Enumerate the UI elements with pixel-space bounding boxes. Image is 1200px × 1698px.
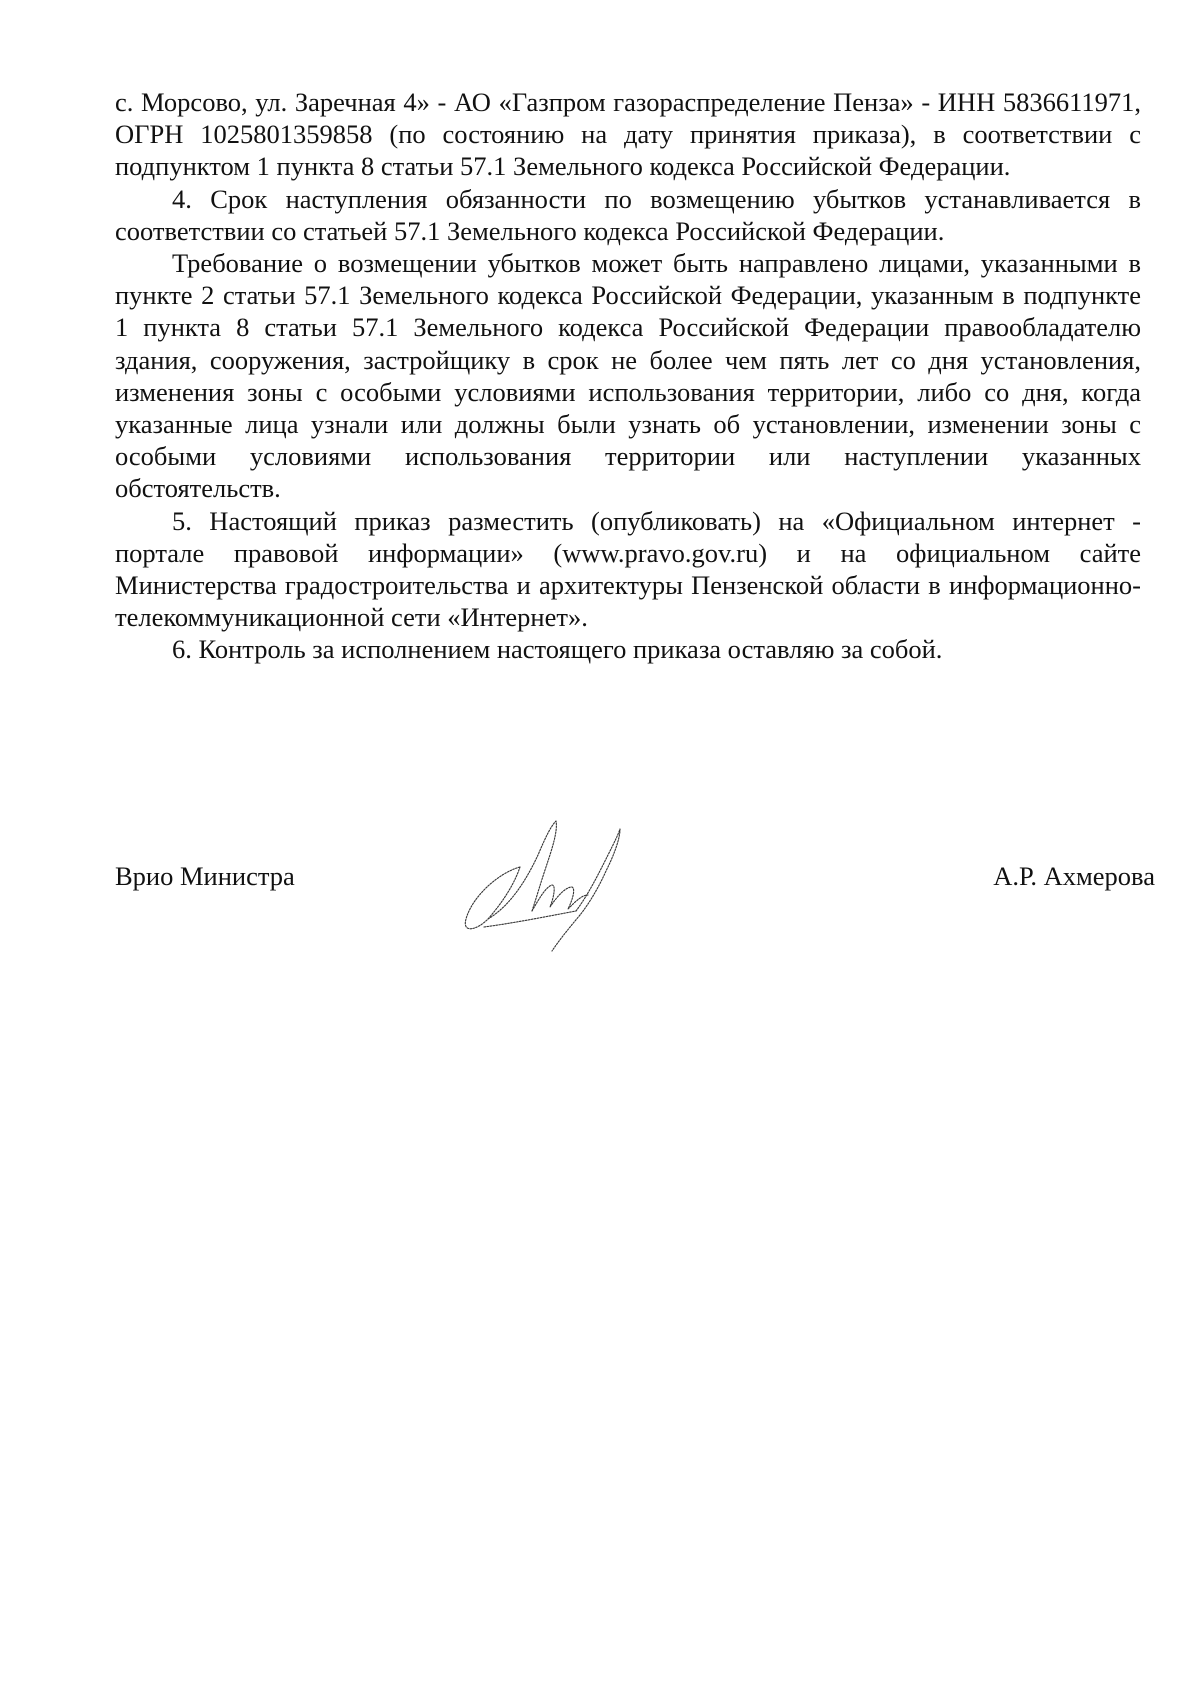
paragraph-item-5: 5. Настоящий приказ разместить (опубликовать) на «Официальном интернет - портале правовой информации» (www.pravo.gov.ru) и на официальном сайте Министерства градостроительства и архитектуры Пензенской области в информационно-телекоммуникационной сети «Интернет».	[115, 505, 1141, 633]
signatory-position: Врио Министра	[115, 861, 295, 891]
signatory-name: А.Р. Ахмерова	[993, 861, 1155, 891]
document-body	[115, 86, 1141, 666]
paragraph-item-6: 6. Контроль за исполнением настоящего приказа оставляю за собой.	[172, 634, 943, 665]
handwritten-signature-image	[458, 815, 648, 955]
paragraph-address-continuation: с. Морсово, ул. Заречная 4» - АО «Газпром газораспределение Пенза» - ИНН 5836611971, ОГРН 1025801359858 (по состоянию на дату принятия приказа), в соответствии с подпунктом 1 пункта 8 статьи 57.1 Земельного кодекса Российской Федерации.	[115, 87, 1141, 182]
paragraph-item-4: 4. Срок наступления обязанности по возмещению убытков устанавливается в соответствии со статьей 57.1 Земельного кодекса Российской Федерации.	[115, 183, 1141, 246]
paragraph-damages-claim: Требование о возмещении убытков может быть направлено лицами, указанными в пункте 2 статьи 57.1 Земельного кодекса Российской Федерации, указанным в подпункте 1 пункта 8 статьи 57.1 Земельного кодекса Российской Федерации правообладателю здания, сооружения, застройщику в срок не более чем пять лет со дня установления, изменения зоны с особыми условиями использования территории, либо со дня, когда указанные лица узнали или должны были узнать об установлении, изменении зоны с особыми условиями использования территории или наступлении указанных обстоятельств.	[115, 248, 1141, 504]
